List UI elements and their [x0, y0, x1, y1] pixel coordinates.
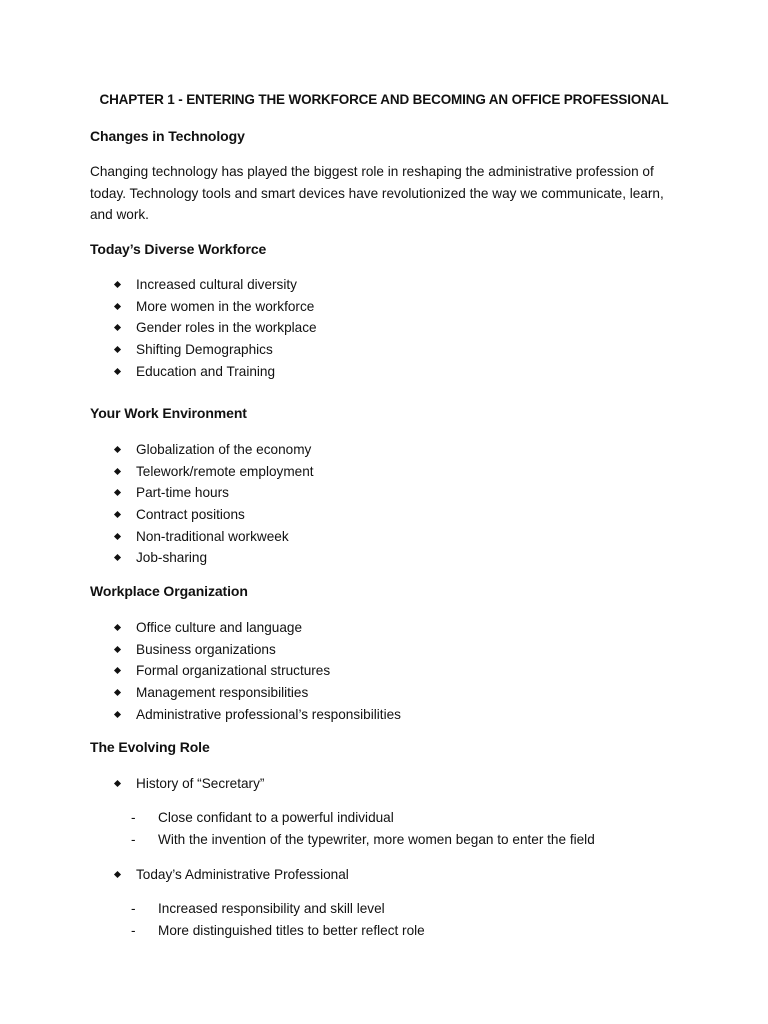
bullet-diamond-icon — [114, 667, 121, 674]
heading-evolving-role: The Evolving Role — [90, 739, 210, 755]
bullet-diamond-icon — [114, 368, 121, 375]
bullet-diamond-icon — [114, 324, 121, 331]
sub-list-item: - More distinguished titles to better reflect role — [131, 920, 425, 942]
evolving-role-group-1 — [112, 773, 264, 795]
bullet-diamond-icon — [114, 468, 121, 475]
bullet-diamond-icon — [114, 489, 121, 496]
heading-diverse-workforce: Today’s Diverse Workforce — [90, 241, 267, 257]
dash-bullet: - — [131, 810, 136, 825]
evolving-role-group-2 — [112, 864, 349, 886]
list-item: Gender roles in the workplace — [112, 317, 317, 339]
list-item: Management responsibilities — [112, 682, 401, 704]
bullet-diamond-icon — [114, 711, 121, 718]
evolving-role-sublist-1 — [131, 807, 595, 850]
list-item: Business organizations — [112, 639, 401, 661]
list-item: Today’s Administrative Professional — [112, 864, 349, 886]
bullet-diamond-icon — [114, 871, 121, 878]
technology-paragraph: Changing technology has played the biggest role in reshaping the administrative profession of today. Technology tools and smart devices have revolutionized the way we communicate, learn, and work. — [90, 164, 664, 223]
list-item: Administrative professional’s responsibilities — [112, 704, 401, 726]
bullet-diamond-icon — [114, 689, 121, 696]
list-item: Telework/remote employment — [112, 461, 314, 483]
list-item: History of “Secretary” — [112, 773, 264, 795]
work-environment-list — [112, 439, 314, 569]
bullet-diamond-icon — [114, 446, 121, 453]
bullet-diamond-icon — [114, 511, 121, 518]
dash-bullet: - — [131, 922, 136, 938]
workplace-organization-list — [112, 617, 401, 725]
bullet-diamond-icon — [114, 646, 121, 653]
list-item: Globalization of the economy — [112, 439, 314, 461]
list-item: Part-time hours — [112, 482, 314, 504]
heading-work-environment: Your Work Environment — [90, 405, 247, 421]
sub-list-item: - Increased responsibility and skill level — [131, 898, 425, 920]
bullet-diamond-icon — [114, 303, 121, 310]
list-item: Office culture and language — [112, 617, 401, 639]
bullet-diamond-icon — [114, 281, 121, 288]
bullet-diamond-icon — [114, 780, 121, 787]
dash-bullet: - — [131, 831, 136, 847]
list-item: More women in the workforce — [112, 296, 317, 318]
bullet-diamond-icon — [114, 533, 121, 540]
bullet-diamond-icon — [114, 624, 121, 631]
list-item: Contract positions — [112, 504, 314, 526]
list-item: Job-sharing — [112, 547, 314, 569]
list-item: Shifting Demographics — [112, 339, 317, 361]
chapter-title: CHAPTER 1 - ENTERING THE WORKFORCE AND BECOMING AN OFFICE PROFESSIONAL — [99, 92, 669, 107]
list-item: Formal organizational structures — [112, 660, 401, 682]
bullet-diamond-icon — [114, 346, 121, 353]
diverse-workforce-list — [112, 274, 317, 382]
sub-list-item: - With the invention of the typewriter, more women began to enter the field — [131, 829, 595, 851]
list-item: Increased cultural diversity — [112, 274, 317, 296]
heading-workplace-organization: Workplace Organization — [90, 583, 248, 599]
list-item: Education and Training — [112, 361, 317, 383]
bullet-diamond-icon — [114, 554, 121, 561]
sub-list-item: - Close confidant to a powerful individual — [131, 807, 595, 829]
heading-changes-in-technology: Changes in Technology — [90, 128, 245, 144]
dash-bullet: - — [131, 901, 136, 916]
evolving-role-sublist-2 — [131, 898, 425, 941]
list-item: Non-traditional workweek — [112, 526, 314, 548]
